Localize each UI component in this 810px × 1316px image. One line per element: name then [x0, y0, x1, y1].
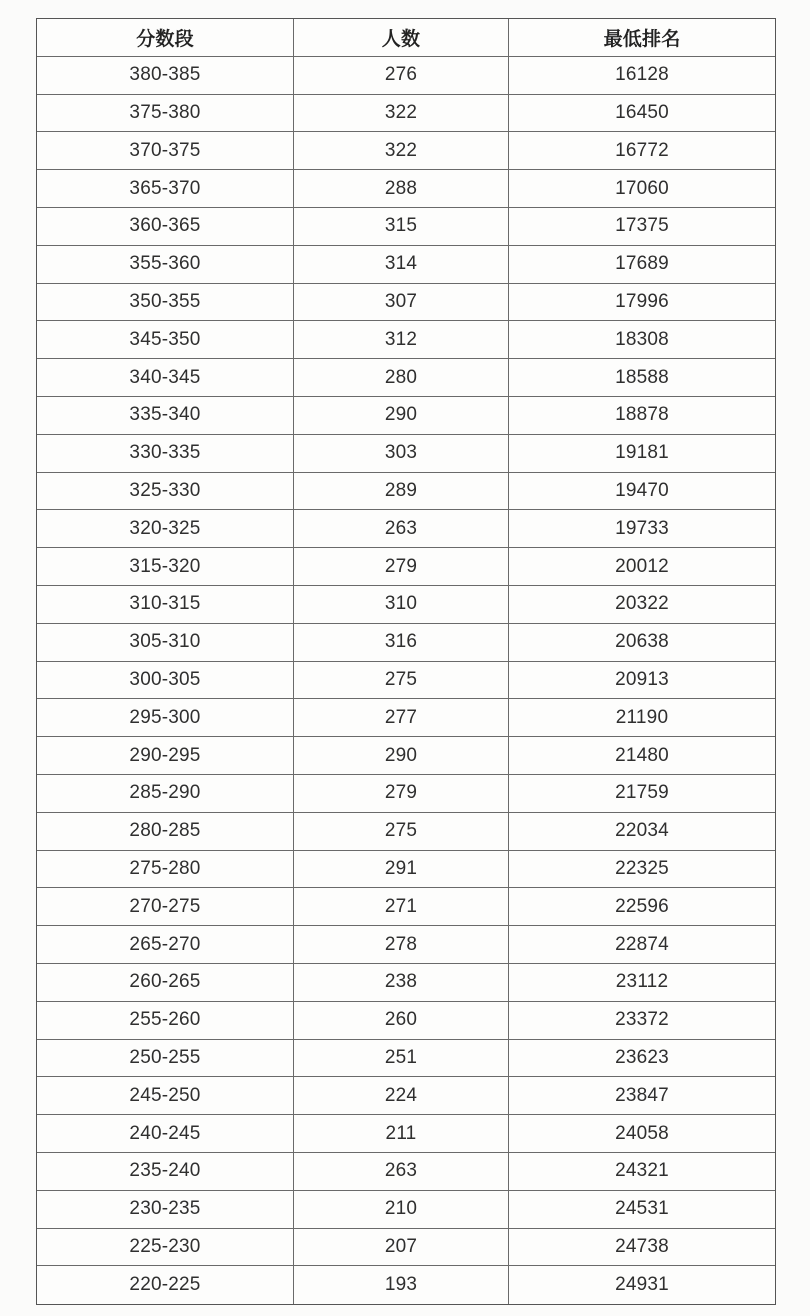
- table-row: [37, 435, 775, 473]
- table-row: [37, 1153, 775, 1191]
- table-header-row: [37, 19, 775, 57]
- table-row: [37, 1266, 775, 1304]
- count-cell: 303: [294, 435, 509, 472]
- count-cell: 288: [294, 170, 509, 207]
- table-row: [37, 95, 775, 133]
- score-range-cell: 350-355: [37, 284, 294, 321]
- lowest-rank-cell: 22874: [615, 933, 669, 955]
- lowest-rank-cell: 16772: [615, 139, 669, 161]
- score-range-cell: 260-265: [37, 964, 294, 1001]
- lowest-rank-cell: 21190: [615, 706, 669, 728]
- count-cell: 279: [294, 775, 509, 812]
- lowest-rank-cell: 18308: [615, 328, 669, 350]
- score-range-cell: 245-250: [37, 1077, 294, 1114]
- table-row: [37, 1002, 775, 1040]
- table-row: [37, 397, 775, 435]
- lowest-rank-cell: 24058: [615, 1122, 669, 1144]
- lowest-rank-cell: 17996: [615, 290, 669, 312]
- count-cell: 271: [294, 888, 509, 925]
- lowest-rank-cell: 21759: [615, 782, 669, 804]
- lowest-rank-cell: 24738: [615, 1235, 669, 1257]
- count-cell: 275: [294, 662, 509, 699]
- table-row: [37, 284, 775, 322]
- count-cell: 322: [294, 132, 509, 169]
- lowest-rank-cell: 17375: [615, 215, 669, 237]
- count-cell: 278: [294, 926, 509, 963]
- count-cell: 260: [294, 1002, 509, 1039]
- count-cell: 193: [294, 1266, 509, 1304]
- table-row: [37, 813, 775, 851]
- lowest-rank-cell: 19181: [615, 442, 669, 464]
- count-cell: 289: [294, 473, 509, 510]
- header-lowest-rank: 最低排名: [603, 28, 681, 50]
- score-range-cell: 270-275: [37, 888, 294, 925]
- count-cell: 224: [294, 1077, 509, 1114]
- score-range-cell: 250-255: [37, 1040, 294, 1077]
- table-row: [37, 1229, 775, 1267]
- table-row: [37, 57, 775, 95]
- table-row: [37, 737, 775, 775]
- score-range-cell: 235-240: [37, 1153, 294, 1190]
- lowest-rank-cell: 24321: [615, 1160, 669, 1182]
- table-row: [37, 775, 775, 813]
- score-range-cell: 285-290: [37, 775, 294, 812]
- lowest-rank-cell: 16450: [615, 101, 669, 123]
- table-row: [37, 208, 775, 246]
- lowest-rank-cell: 17060: [615, 177, 669, 199]
- lowest-rank-cell: 20638: [615, 631, 669, 653]
- count-cell: 279: [294, 548, 509, 585]
- table-row: [37, 473, 775, 511]
- count-cell: 238: [294, 964, 509, 1001]
- score-range-cell: 225-230: [37, 1229, 294, 1266]
- table-row: [37, 624, 775, 662]
- score-range-cell: 220-225: [37, 1266, 294, 1304]
- lowest-rank-cell: 22596: [615, 895, 669, 917]
- header-score-range: 分数段: [37, 19, 294, 56]
- table-row: [37, 662, 775, 700]
- count-cell: 316: [294, 624, 509, 661]
- count-cell: 280: [294, 359, 509, 396]
- table-row: [37, 926, 775, 964]
- count-cell: 275: [294, 813, 509, 850]
- count-cell: 312: [294, 321, 509, 358]
- table-row: [37, 586, 775, 624]
- count-cell: 315: [294, 208, 509, 245]
- lowest-rank-cell: 23623: [615, 1046, 669, 1068]
- score-range-cell: 310-315: [37, 586, 294, 623]
- score-range-cell: 360-365: [37, 208, 294, 245]
- lowest-rank-cell: 22034: [615, 820, 669, 842]
- lowest-rank-cell: 23112: [615, 971, 669, 993]
- table-row: [37, 132, 775, 170]
- lowest-rank-cell: 16128: [615, 64, 669, 86]
- count-cell: 277: [294, 699, 509, 736]
- count-cell: 207: [294, 1229, 509, 1266]
- count-cell: 310: [294, 586, 509, 623]
- table-row: [37, 1040, 775, 1078]
- score-range-cell: 265-270: [37, 926, 294, 963]
- count-cell: 307: [294, 284, 509, 321]
- table-row: [37, 321, 775, 359]
- score-range-cell: 320-325: [37, 510, 294, 547]
- score-range-cell: 335-340: [37, 397, 294, 434]
- score-range-cell: 305-310: [37, 624, 294, 661]
- score-range-cell: 325-330: [37, 473, 294, 510]
- score-range-cell: 365-370: [37, 170, 294, 207]
- score-range-cell: 370-375: [37, 132, 294, 169]
- score-range-cell: 380-385: [37, 57, 294, 94]
- score-range-cell: 330-335: [37, 435, 294, 472]
- score-distribution-table: [36, 18, 776, 1305]
- score-range-cell: 340-345: [37, 359, 294, 396]
- table-row: [37, 888, 775, 926]
- count-cell: 211: [294, 1115, 509, 1152]
- table-row: [37, 1115, 775, 1153]
- table-row: [37, 359, 775, 397]
- lowest-rank-cell: 20913: [615, 668, 669, 690]
- count-cell: 263: [294, 1153, 509, 1190]
- score-range-cell: 295-300: [37, 699, 294, 736]
- score-range-cell: 375-380: [37, 95, 294, 132]
- table-row: [37, 851, 775, 889]
- count-cell: 291: [294, 851, 509, 888]
- header-count: 人数: [294, 19, 509, 56]
- score-range-cell: 240-245: [37, 1115, 294, 1152]
- table-row: [37, 699, 775, 737]
- score-range-cell: 275-280: [37, 851, 294, 888]
- score-range-cell: 315-320: [37, 548, 294, 585]
- lowest-rank-cell: 22325: [615, 857, 669, 879]
- table-row: [37, 964, 775, 1002]
- lowest-rank-cell: 20322: [615, 593, 669, 615]
- lowest-rank-cell: 18588: [615, 366, 669, 388]
- count-cell: 276: [294, 57, 509, 94]
- lowest-rank-cell: 23372: [615, 1009, 669, 1031]
- lowest-rank-cell: 20012: [615, 555, 669, 577]
- table-row: [37, 510, 775, 548]
- score-range-cell: 290-295: [37, 737, 294, 774]
- lowest-rank-cell: 19470: [615, 479, 669, 501]
- score-range-cell: 230-235: [37, 1191, 294, 1228]
- lowest-rank-cell: 24931: [615, 1274, 669, 1296]
- table-row: [37, 170, 775, 208]
- score-range-cell: 280-285: [37, 813, 294, 850]
- lowest-rank-cell: 17689: [615, 253, 669, 275]
- count-cell: 290: [294, 397, 509, 434]
- score-range-cell: 355-360: [37, 246, 294, 283]
- lowest-rank-cell: 23847: [615, 1084, 669, 1106]
- lowest-rank-cell: 19733: [615, 517, 669, 539]
- lowest-rank-cell: 18878: [615, 404, 669, 426]
- table-row: [37, 246, 775, 284]
- table-row: [37, 1077, 775, 1115]
- score-range-cell: 345-350: [37, 321, 294, 358]
- count-cell: 314: [294, 246, 509, 283]
- score-range-cell: 300-305: [37, 662, 294, 699]
- lowest-rank-cell: 24531: [615, 1198, 669, 1220]
- count-cell: 322: [294, 95, 509, 132]
- count-cell: 263: [294, 510, 509, 547]
- count-cell: 290: [294, 737, 509, 774]
- lowest-rank-cell: 21480: [615, 744, 669, 766]
- table-row: [37, 548, 775, 586]
- count-cell: 210: [294, 1191, 509, 1228]
- score-range-cell: 255-260: [37, 1002, 294, 1039]
- table-row: [37, 1191, 775, 1229]
- count-cell: 251: [294, 1040, 509, 1077]
